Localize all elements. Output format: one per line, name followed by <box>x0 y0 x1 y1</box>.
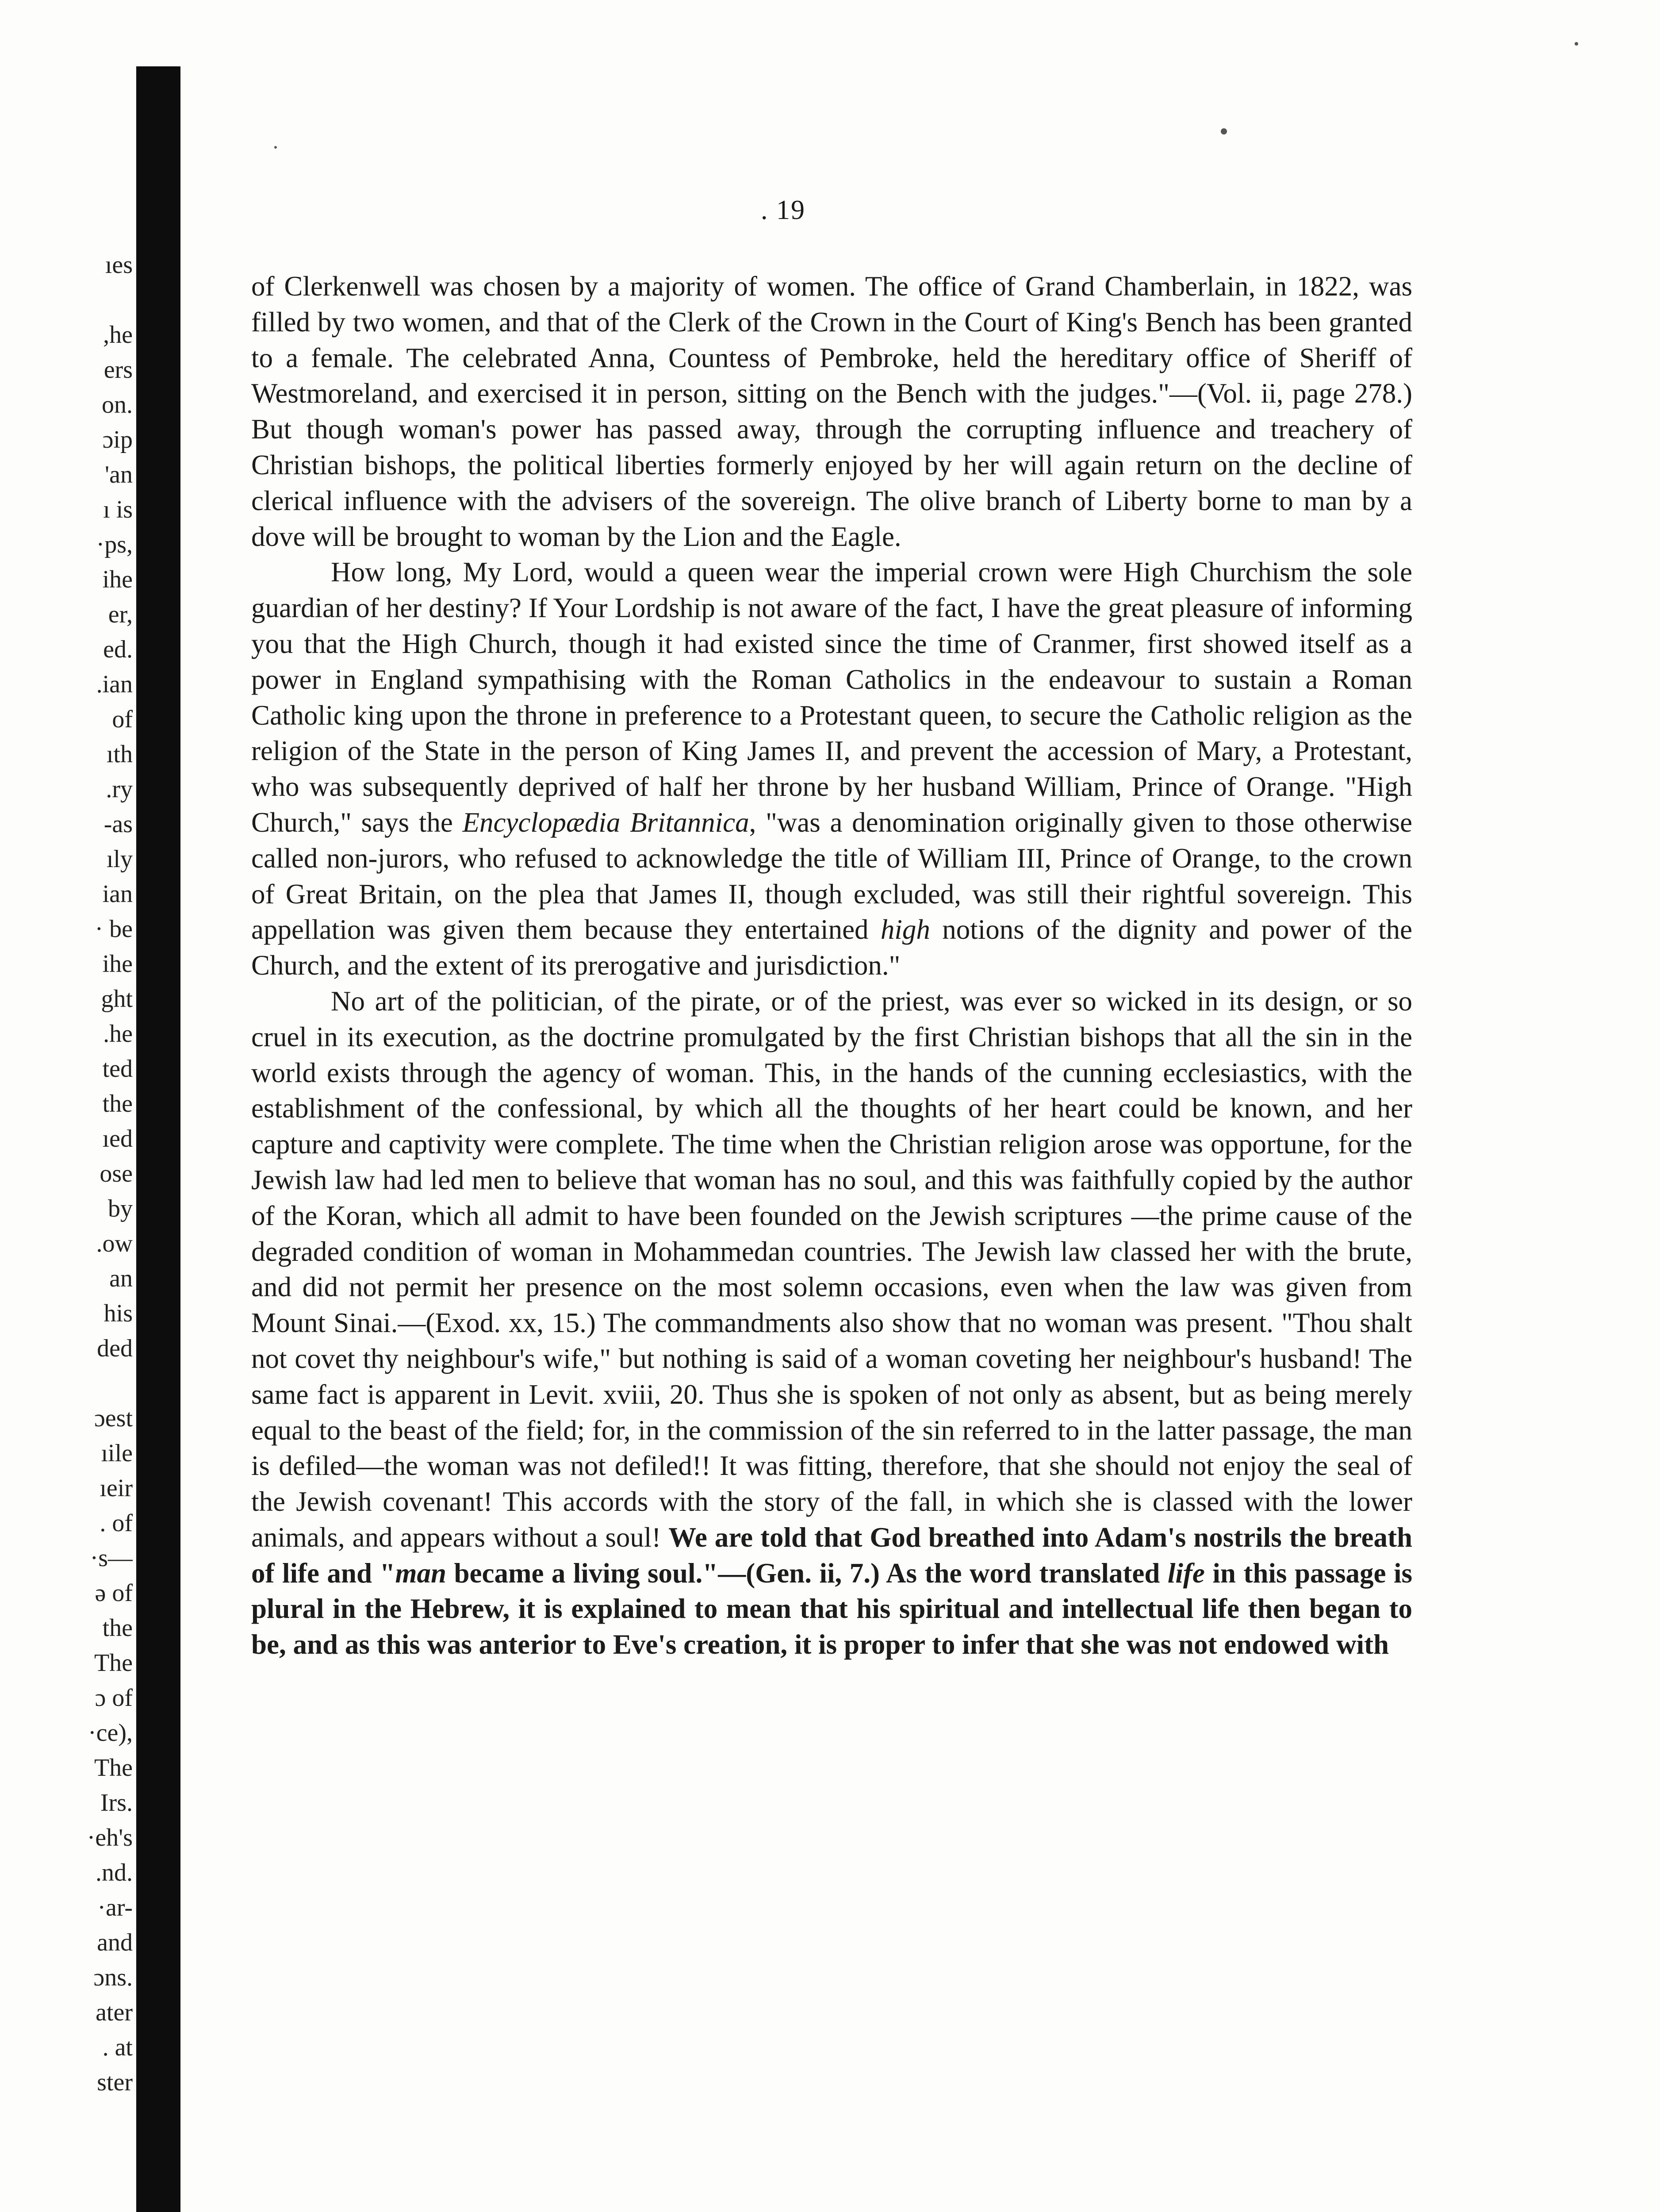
margin-fragment: of <box>112 706 133 733</box>
italic-text: man <box>395 1557 447 1589</box>
margin-fragment: .ry <box>106 776 133 803</box>
paragraph <box>251 983 1412 1663</box>
margin-fragment: the <box>102 1614 133 1642</box>
ink-speck <box>1221 128 1227 134</box>
margin-fragment: ,he <box>103 321 133 349</box>
margin-fragment: ·ce), <box>88 1719 133 1747</box>
margin-fragment: . of <box>100 1509 133 1537</box>
paragraph <box>251 269 1412 554</box>
page-number: . 19 <box>761 195 805 225</box>
margin-fragment: ıed <box>102 1125 133 1152</box>
margin-fragment: 'an <box>105 461 133 488</box>
margin-fragment: ght <box>101 985 133 1013</box>
margin-fragment: ɔ of <box>95 1684 133 1712</box>
margin-fragment: -as <box>104 810 133 838</box>
text-run: How long, My Lord, would a queen wear the imperial crown were High Churchism the sole guardian of her destiny? If Your Lordship is not aware of the fact, I have the great pleasure of informing you that the High Church, though it had existed since the time of Cranmer, first showed itself as a power in England sympathising with the Roman Catholics in the endeavour to sustain a Roman Catholic king upon the throne in preference to a Protestant queen, to secure the Catholic religion as the religion of the State in the person of King James II, and prevent the accession of Mary, a Protestant, who was subsequently deprived of half her throne by her husband William, Prince of Orange. "High Church," says the <box>251 557 1412 838</box>
margin-fragment: ɔip <box>102 426 133 453</box>
margin-fragment: ers <box>104 356 133 384</box>
text-run: No art of the politician, of the pirate, or of the priest, was ever so wicked in its design, or so cruel in its execution, as the doctrine promulgated by the first Christian bishops that all the sin in the world exists through the agency of woman. This, in the hands of the cunning ecclesiastics, with the establishment of the confessional, by which all the thoughts of her heart could be known, and her capture and captivity were complete. The time when the Christian religion arose was opportune, for the Jewish law had led men to believe that woman has no soul, and this was faithfully copied by the author of the Koran, which all admit to have been founded on the Jewish scriptures —the prime cause of the degraded condition of woman in Mohammedan countries. The Jewish law classed her with the brute, and did not permit her presence on the most solemn occasions, even when the law was given from Mount Sinai.—(Exod. xx, 15.) The commandments also show that no woman was present. "Thou shalt not covet thy neighbour's wife," but nothing is said of a woman coveting her neighbour's husband! The same fact is apparent in Levit. xviii, 20. Thus she is spoken of not only as absent, but as being merely equal to the beast of the field; for, in the commission of the sin referred to in the latter passage, the man is defiled—the woman was not defiled!! It was fitting, therefore, that she should not enjoy the seal of the Jewish covenant! This accords with the story of the fall, in which she is classed with the lower animals, and appears without a soul! <box>251 985 1412 1553</box>
margin-fragment: and <box>97 1929 133 1956</box>
margin-fragment: ıth <box>106 741 133 768</box>
margin-fragment: ıly <box>106 845 133 873</box>
italic-text: Encyclopædia Britannica <box>462 806 749 838</box>
margin-fragment: ster <box>97 2069 133 2096</box>
margin-fragment: ose <box>100 1160 133 1187</box>
margin-fragment: ihe <box>102 950 133 978</box>
margin-fragment: ted <box>102 1055 133 1083</box>
margin-fragment: an <box>109 1265 133 1292</box>
italic-text: life <box>1167 1557 1205 1589</box>
margin-fragment: .he <box>103 1020 133 1048</box>
binding-shadow <box>136 66 180 2212</box>
margin-fragment: ıeir <box>100 1475 133 1502</box>
text-run: We are told that God breathed into Adam's nostrils the breath of life and " <box>251 1521 1412 1589</box>
body-text <box>251 269 1412 1663</box>
margin-fragment: . at <box>102 2034 133 2061</box>
margin-fragment: ɔest <box>94 1405 133 1432</box>
margin-fragment: er, <box>108 601 133 628</box>
margin-fragment: · be <box>95 915 133 943</box>
margin-fragment: .ian <box>96 671 133 698</box>
margin-fragment: on. <box>102 391 133 419</box>
text-run: in this passage is plural in the Hebrew, it is explained to mean that his spiritual and intellectual life then began to be, and as this was anterior to Eve's creation, it is proper to infer that she was not endowed with <box>251 1557 1412 1660</box>
margin-fragment: The <box>94 1754 133 1782</box>
margin-fragment: Irs. <box>100 1789 133 1816</box>
margin-fragment: ə of <box>95 1579 133 1607</box>
margin-fragment: ihe <box>102 566 133 593</box>
paragraph <box>251 554 1412 983</box>
margin-fragment: ·s— <box>90 1544 133 1572</box>
italic-text: high <box>880 914 930 945</box>
text-run: of Clerkenwell was chosen by a majority of women. The office of Grand Chamberlain, in 1822, was filled by two women, and that of the Clerk of the Crown in the Court of King's Bench has been granted to a female. The celebrated Anna, Countess of Pembroke, held the hereditary office of Sheriff of Westmoreland, and exercised it in person, sitting on the Bench with the judges."—(Vol. ii, page 278.) But though woman's power has passed away, through the corrupting influence and treachery of Christian bishops, the political liberties formerly enjoyed by her will again return on the decline of clerical influence with the advisers of the sovereign. The olive branch of Liberty borne to man by a dove will be brought to woman by the Lion and the Eagle. <box>251 271 1412 552</box>
margin-fragment: ı is <box>103 496 133 523</box>
margin-fragment: ɔns. <box>93 1964 133 1991</box>
margin-fragment: by <box>108 1195 133 1222</box>
margin-fragment: ıile <box>101 1440 133 1467</box>
margin-fragment: his <box>104 1300 133 1327</box>
margin-fragment: ded <box>97 1335 133 1362</box>
margin-fragment: The <box>94 1649 133 1677</box>
margin-fragment: ·eh's <box>87 1824 133 1851</box>
margin-fragment: ·ar- <box>97 1894 133 1921</box>
margin-fragment: ıes <box>105 251 133 279</box>
margin-fragment: ·ps, <box>96 531 133 558</box>
margin-fragment <box>0 283 133 318</box>
ink-speck <box>274 146 277 149</box>
left-margin-fragments <box>0 248 133 2100</box>
margin-fragment: ian <box>102 880 133 908</box>
margin-fragment: ed. <box>103 636 133 663</box>
margin-fragment <box>0 1366 133 1401</box>
ink-speck <box>1575 42 1578 46</box>
text-run: became a living soul."—(Gen. ii, 7.) As the word translated <box>446 1557 1168 1589</box>
margin-fragment: ater <box>96 1999 133 2026</box>
text-run: notions of the dignity and power of the Church, and the extent of its prerogative and jurisdiction." <box>251 914 1413 981</box>
text-run: , "was a denomination originally given to those otherwise called non-jurors, who refused to acknowledge the title of William III, Prince of Orange, to the crown of Great Britain, on the plea that James II, though excluded, was still their rightful sovereign. This appellation was given them because they entertained <box>251 806 1412 945</box>
margin-fragment: .nd. <box>96 1859 133 1886</box>
margin-fragment: .ow <box>96 1230 133 1257</box>
margin-fragment: the <box>102 1090 133 1118</box>
